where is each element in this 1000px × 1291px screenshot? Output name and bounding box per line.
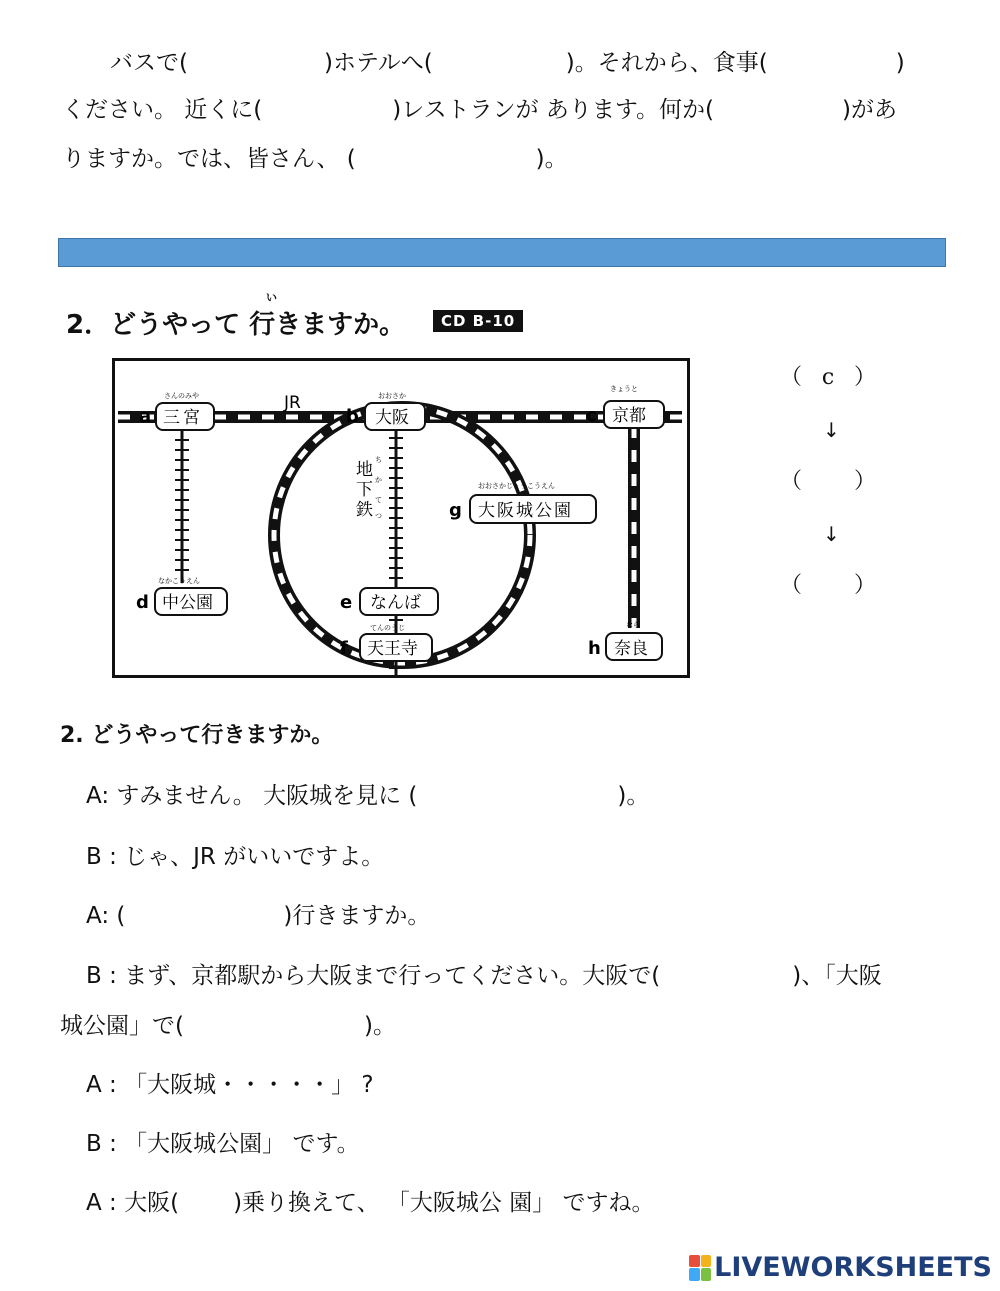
svg-text:天王寺: 天王寺 xyxy=(367,639,418,659)
dialogue-line-3: A: ( )行きますか。 xyxy=(86,903,431,929)
arrow-down-icon: ↓ xyxy=(823,522,840,546)
svg-text:大阪: 大阪 xyxy=(375,408,409,428)
logo-icon xyxy=(689,1255,711,1281)
liveworksheets-logo xyxy=(689,1252,992,1283)
answer-slot-3[interactable]: （ ） xyxy=(780,573,877,598)
dialogue-line-5: 城公園」で( )。 xyxy=(60,1013,396,1039)
svg-text:e: e xyxy=(340,592,353,613)
paragraph-line-1: バスで( )ホテルへ( )。それから、食事( ) xyxy=(110,50,905,76)
svg-text:a: a xyxy=(139,406,152,427)
svg-text:なんば: なんば xyxy=(370,593,421,613)
furigana: い xyxy=(266,291,277,304)
dialogue-line-1: A: すみません。 大阪城を見に ( )。 xyxy=(86,783,650,809)
dialogue-line-7: B : 「大阪城公園」 です。 xyxy=(86,1131,360,1157)
svg-text:おおさかじょうこうえん: おおさかじょうこうえん xyxy=(478,482,555,490)
dialogue-line-8: A : 大阪( )乗り換えて、 「大阪城公 園」 ですね。 xyxy=(86,1190,655,1216)
jr-label: JR xyxy=(284,393,301,413)
svg-text:なかこうえん: なかこうえん xyxy=(158,577,200,585)
svg-text:さんのみや: さんのみや xyxy=(164,392,199,400)
paragraph-line-3: りますか。では、皆さん、 ( )。 xyxy=(62,146,568,172)
svg-text:f: f xyxy=(340,638,348,659)
svg-text:d: d xyxy=(136,592,149,613)
svg-text:地: 地 xyxy=(356,460,373,480)
svg-text:京都: 京都 xyxy=(612,406,646,426)
dialogue-line-2: B : じゃ、JR がいいですよ。 xyxy=(86,844,385,870)
answer-slot-2[interactable]: （ ） xyxy=(780,469,877,494)
svg-text:て: て xyxy=(375,496,382,504)
svg-text:なら: なら xyxy=(626,621,640,629)
subway-label xyxy=(356,460,373,520)
route-map xyxy=(112,358,690,678)
paragraph-line-2: ください。 近くに( )レストランが あります。何か( )があ xyxy=(62,97,898,123)
svg-text:か: か xyxy=(375,476,382,484)
svg-text:g: g xyxy=(449,500,462,521)
svg-text:中公園: 中公園 xyxy=(162,593,213,613)
dialogue-title: 2. どうやって行きますか。 xyxy=(60,723,334,748)
svg-text:てんのうじ: てんのうじ xyxy=(370,624,405,632)
svg-text:三宮: 三宮 xyxy=(163,408,203,428)
section-heading: 2．どうやって 行きますか。 xyxy=(66,310,406,340)
cd-badge: CD B-10 xyxy=(433,310,523,332)
svg-text:h: h xyxy=(588,638,601,659)
svg-text:きょうと: きょうと xyxy=(610,385,638,393)
svg-text:大阪城公園: 大阪城公園 xyxy=(478,501,573,521)
svg-text:b: b xyxy=(346,406,359,427)
arrow-down-icon: ↓ xyxy=(823,418,840,442)
dialogue-line-4: B : まず、京都駅から大阪まで行ってください。大阪で( )、「大阪 xyxy=(86,963,882,989)
svg-text:つ: つ xyxy=(375,512,382,520)
svg-text:ち: ち xyxy=(375,456,382,464)
svg-text:c: c xyxy=(586,405,597,426)
svg-text:下: 下 xyxy=(356,480,373,500)
logo-text: LIVEWORKSHEETS xyxy=(714,1252,992,1283)
svg-text:奈良: 奈良 xyxy=(614,639,648,659)
section-divider-band xyxy=(58,238,946,267)
svg-text:鉄: 鉄 xyxy=(356,500,373,520)
answer-slot-1[interactable]: （ c ） xyxy=(780,365,877,390)
dialogue-line-6: A : 「大阪城・・・・・」 ? xyxy=(86,1072,374,1098)
svg-text:おおさか: おおさか xyxy=(378,392,406,400)
